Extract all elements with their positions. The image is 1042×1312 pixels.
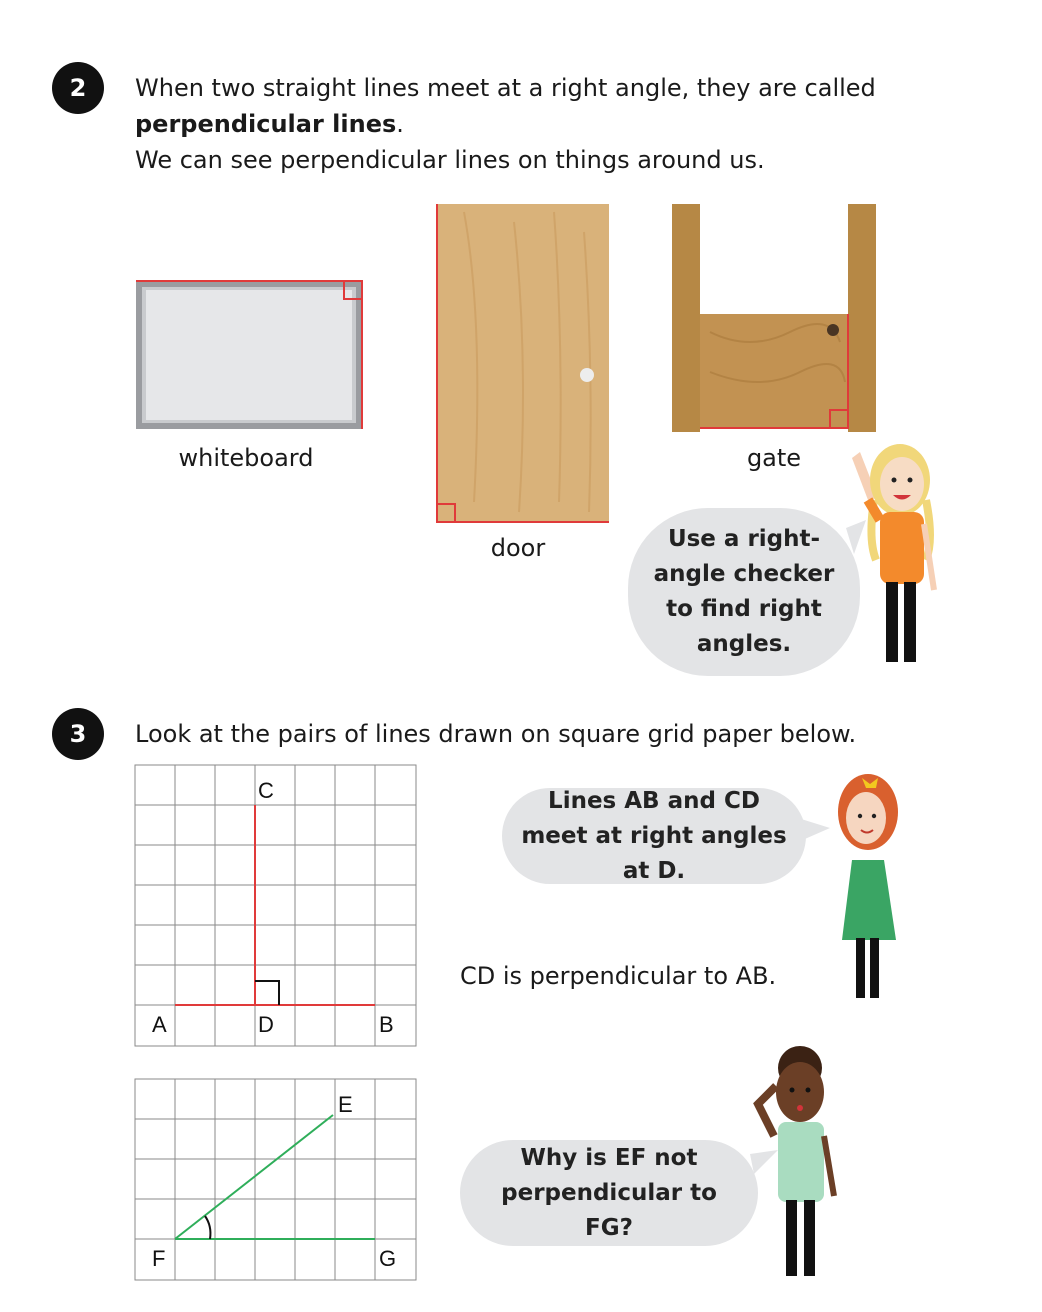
- gate-image: [670, 202, 880, 434]
- grid-ef-fg: [134, 1078, 418, 1282]
- label-e: E: [338, 1092, 353, 1117]
- right-angle-marker: [255, 981, 279, 1005]
- speech-bubble-ab-cd: Lines AB and CD meet at right angles at D.: [502, 788, 806, 884]
- girl-blonde-character: [838, 440, 948, 672]
- grid-lines: [135, 765, 416, 1046]
- bubble-tail: [798, 816, 832, 846]
- speech-bubble-ef-fg: Why is EF not perpendicular to FG?: [460, 1140, 758, 1246]
- q2-line1: When two straight lines meet at a right angle, they are called: [135, 74, 876, 102]
- question-2-text: [135, 70, 1015, 178]
- girl-redhead-character: [832, 770, 912, 1006]
- grid-lines: [135, 1079, 416, 1280]
- door-caption: door: [490, 534, 546, 562]
- whiteboard-image: [134, 278, 366, 432]
- question-number-3: 3: [52, 708, 104, 760]
- line-ef: [175, 1115, 333, 1239]
- angle-arc: [205, 1216, 210, 1239]
- q2-line2: perpendicular lines.: [135, 110, 404, 138]
- label-b: B: [379, 1012, 394, 1037]
- whiteboard-caption: whiteboard: [178, 444, 314, 472]
- q2-line3: We can see perpendicular lines on things around us.: [135, 146, 765, 174]
- q2-term: perpendicular lines: [135, 110, 397, 138]
- label-c: C: [258, 778, 274, 803]
- label-d: D: [258, 1012, 274, 1037]
- perpendicular-statement: CD is perpendicular to AB.: [460, 962, 777, 990]
- label-g: G: [379, 1246, 397, 1271]
- grid-ab-cd: [134, 764, 418, 1048]
- question-3-intro: Look at the pairs of lines drawn on square grid paper below.: [135, 720, 857, 748]
- boy-character: [744, 1046, 844, 1282]
- label-a: A: [152, 1012, 167, 1037]
- gate-caption: gate: [746, 444, 802, 472]
- label-f: F: [152, 1246, 166, 1271]
- speech-bubble-right-angle-checker: Use a right-angle checker to find right angles.: [628, 508, 860, 676]
- question-number-2: 2: [52, 62, 104, 114]
- door-image: [434, 202, 612, 526]
